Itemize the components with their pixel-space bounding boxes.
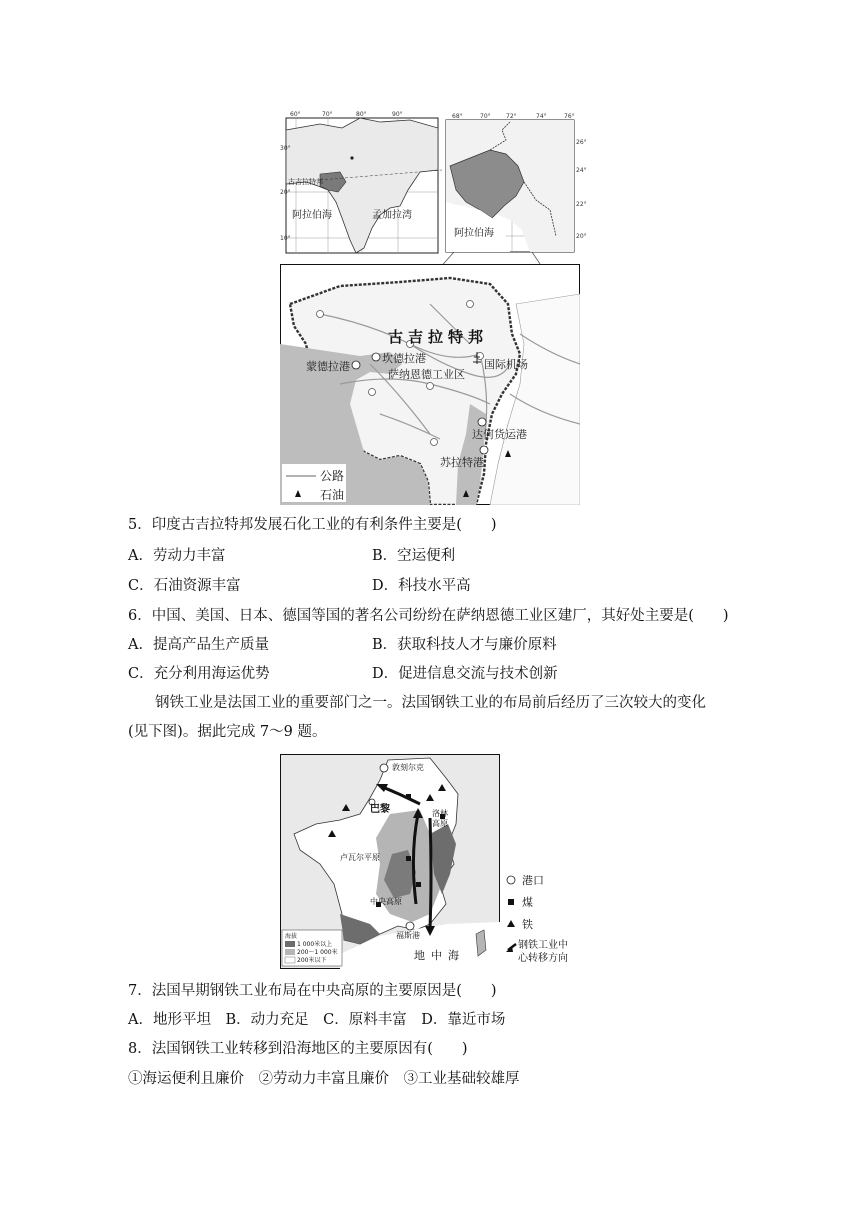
lat-tick: 10° [280,235,291,242]
question-7-options: A．地形平坦 B．动力充足 C．原料丰富 D．靠近市场 [128,1012,506,1028]
legend-iron: 铁 [522,918,533,931]
question-5-option-b: B．空运便利 [372,548,456,564]
label-med: 地中海 [414,949,465,962]
lat-tick: 24° [576,167,587,174]
place-airport: 国际机场 [484,358,528,371]
lat-tick: 20° [576,233,587,240]
legend-road: 公路 [320,469,345,483]
label-dunkirk: 敦刻尔克 [392,763,424,772]
question-6-option-b: B．获取科技人才与廉价原料 [372,637,557,653]
label-lorraine: 洛林 [432,809,448,818]
lat-tick: 20° [280,189,291,196]
place-kandla: 坎德拉港 [382,352,426,365]
gujarat-inset-map [440,110,590,255]
question-6-stem: 6．中国、美国、日本、德国等国的著名公司纷纷在萨纳恩德工业区建厂，其好处主要是( ) [128,608,729,624]
elev-legend-mid: 200～1 000米 [297,949,338,956]
label-central: 中央高原 [370,897,402,906]
question-5-option-d: D．科技水平高 [372,578,471,594]
place-surat: 苏拉特港 [440,456,484,469]
arabian-sea-label: 阿拉伯海 [292,210,332,221]
label-loire: 卢瓦尔平原 [340,853,380,862]
lon-tick: 68° [452,113,463,120]
india-overview-map [280,110,442,255]
place-sanand: 萨纳恩德工业区 [388,368,465,381]
label-plateau: 高原 [432,819,448,828]
lat-tick: 30° [280,145,291,152]
arabian-sea-label: 阿拉伯海 [454,228,494,239]
question-8-items: ①海运便利且廉价 ②劳动力丰富且廉价 ③工业基础较雄厚 [128,1071,520,1087]
lon-tick: 70° [322,111,333,118]
lon-tick: 72° [506,113,517,120]
lon-tick: 74° [536,113,547,120]
place-dahej: 达何货运港 [472,428,527,441]
label-fos: 福斯港 [396,931,420,940]
elev-legend-high: 1 000米以上 [297,941,333,948]
france-steel-map [280,754,500,969]
state-label: 古吉拉特邦 [288,178,323,186]
france-map-legend [504,872,594,968]
label-paris: 巴黎 [370,804,390,815]
question-6-option-d: D．促进信息交流与技术创新 [372,666,558,682]
intro-line-1: 钢铁工业是法国工业的重要部门之一。法国钢铁工业的布局前后经历了三次较大的变化 [155,695,706,711]
legend-coal: 煤 [522,896,533,909]
question-6-option-c: C．充分利用海运优势 [128,666,270,682]
lon-tick: 76° [564,113,575,120]
elev-legend-title: 海拔 [285,933,298,940]
legend-oil: 石油 [320,488,345,502]
legend-port: 港口 [522,874,544,887]
lat-tick: 26° [576,139,587,146]
intro-line-2: (见下图)。据此完成 7～9 题。 [128,724,327,740]
lon-tick: 90° [392,111,403,118]
legend-shift-2: 心转移方向 [518,953,568,964]
gujarat-detail-map [280,264,580,505]
lon-tick: 70° [480,113,491,120]
lat-tick: 22° [576,201,587,208]
elev-legend-low: 200米以下 [297,957,327,964]
bay-of-bengal-label: 孟加拉湾 [372,210,412,221]
question-6-option-a: A．提高产品生产质量 [128,637,269,653]
legend-shift-1: 钢铁工业中 [518,940,568,951]
lon-tick: 60° [290,111,301,118]
question-5-stem: 5．印度古吉拉特邦发展石化工业的有利条件主要是( ) [128,517,497,533]
lon-tick: 80° [356,111,367,118]
question-8-stem: 8．法国钢铁工业转移到沿海地区的主要原因有( ) [128,1041,468,1057]
question-7-stem: 7．法国早期钢铁工业布局在中央高原的主要原因是( ) [128,983,497,999]
state-title: 古吉拉特邦 [388,328,489,346]
place-mundra: 蒙德拉港 [306,360,350,373]
question-5-option-a: A．劳动力丰富 [128,548,226,564]
question-5-option-c: C．石油资源丰富 [128,578,241,594]
